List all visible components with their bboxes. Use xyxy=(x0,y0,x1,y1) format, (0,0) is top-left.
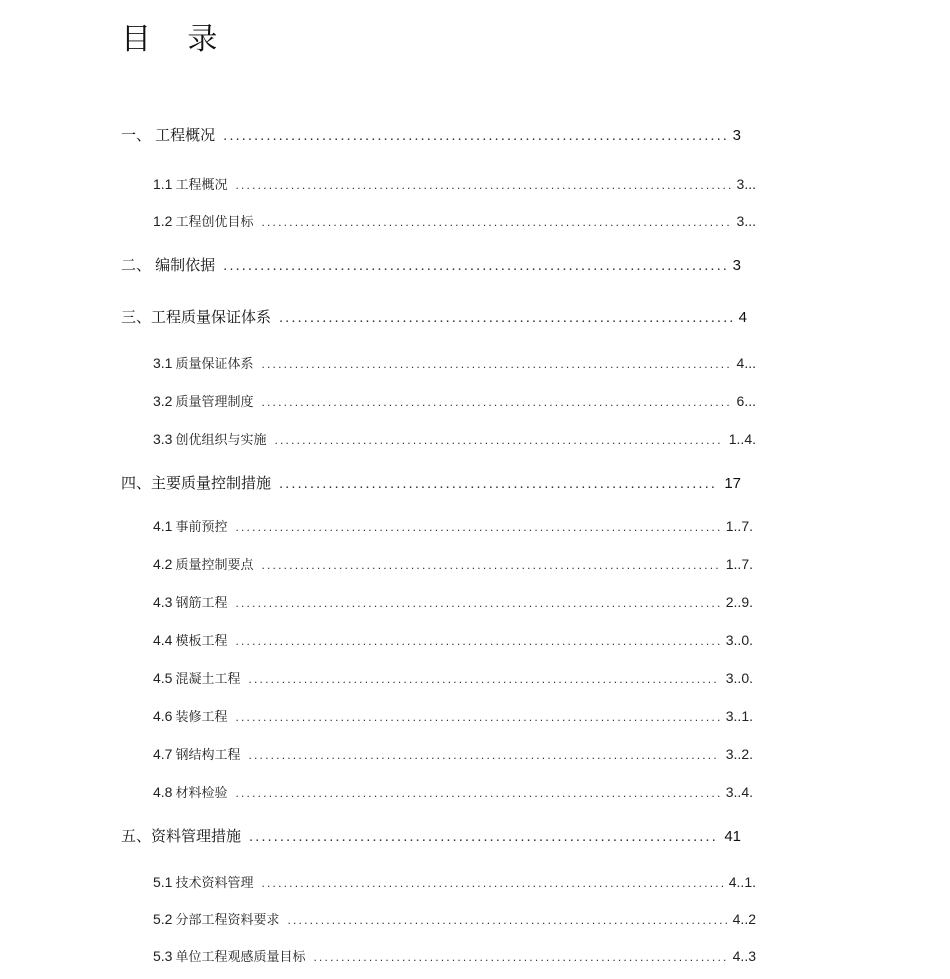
toc-number: 5.2 xyxy=(153,911,173,927)
toc-page: 3..0. xyxy=(725,670,753,686)
toc-label: 一、 工程概况 xyxy=(121,127,216,144)
toc-page: 4..3 xyxy=(732,948,756,964)
toc-label: 钢结构工程 xyxy=(175,747,241,762)
toc-leader xyxy=(248,672,719,686)
toc-label: 模板工程 xyxy=(175,633,228,648)
toc-label: 事前预控 xyxy=(175,519,228,534)
toc-page: 3..1. xyxy=(725,708,753,724)
toc-label: 技术资料管理 xyxy=(175,875,254,890)
page-title: 目 录 xyxy=(121,23,232,56)
toc-number: 4.1 xyxy=(153,518,173,534)
toc-page: 3..4. xyxy=(725,784,753,800)
toc-number: 4.3 xyxy=(153,594,173,610)
toc-label: 混凝土工程 xyxy=(175,671,241,686)
toc-entry-1-1[interactable] xyxy=(153,174,756,193)
toc-page: 1..4. xyxy=(728,431,756,447)
toc-page: 3 xyxy=(732,127,741,144)
toc-leader xyxy=(235,710,719,724)
toc-entry-4-3[interactable] xyxy=(153,592,753,611)
toc-number: 4.6 xyxy=(153,708,173,724)
toc-page: 3..0. xyxy=(725,632,753,648)
toc-leader xyxy=(248,748,719,762)
toc-page: 3..2. xyxy=(725,746,753,762)
toc-label: 工程概况 xyxy=(175,177,228,192)
toc-number: 4.2 xyxy=(153,556,173,572)
toc-label: 分部工程资料要求 xyxy=(175,912,280,927)
toc-leader xyxy=(261,876,722,890)
toc-label: 三、工程质量保证体系 xyxy=(121,309,272,326)
toc-number: 4.5 xyxy=(153,670,173,686)
toc-entry-3-3[interactable] xyxy=(153,429,756,448)
toc-number: 1.2 xyxy=(153,213,173,229)
toc-entry-1[interactable] xyxy=(121,124,741,145)
toc-entry-3-2[interactable] xyxy=(153,391,756,410)
toc-leader xyxy=(235,178,730,192)
toc-page: 4 xyxy=(738,309,747,326)
toc-entry-4-5[interactable] xyxy=(153,668,753,687)
toc-entry-4-2[interactable] xyxy=(153,554,753,573)
toc-leader xyxy=(223,127,726,144)
toc-page: 3... xyxy=(736,213,756,229)
toc-page: 4..1. xyxy=(728,874,756,890)
toc-page: 6... xyxy=(736,393,756,409)
toc-leader xyxy=(287,913,726,927)
toc-leader xyxy=(235,634,719,648)
toc-entry-3-1[interactable] xyxy=(153,353,756,372)
toc-label: 质量控制要点 xyxy=(175,557,254,572)
toc-page: 4..2 xyxy=(732,911,756,927)
toc-leader xyxy=(279,309,733,326)
toc-number: 3.2 xyxy=(153,393,173,409)
toc-page: 41 xyxy=(724,828,741,845)
toc-page: 3 xyxy=(732,257,741,274)
toc-leader xyxy=(279,475,718,492)
toc-label: 质量管理制度 xyxy=(175,394,254,409)
toc-number: 3.3 xyxy=(153,431,173,447)
toc-leader xyxy=(261,558,719,572)
toc-label: 工程创优目标 xyxy=(175,214,254,229)
toc-entry-5-2[interactable] xyxy=(153,909,756,928)
toc-number: 1.1 xyxy=(153,176,173,192)
toc-number: 5.3 xyxy=(153,948,173,964)
toc-entry-4-4[interactable] xyxy=(153,630,753,649)
toc-leader xyxy=(235,520,719,534)
toc-leader xyxy=(313,950,726,964)
toc-label: 创优组织与实施 xyxy=(175,432,267,447)
toc-entry-1-2[interactable] xyxy=(153,211,756,230)
toc-entry-4[interactable] xyxy=(121,472,741,493)
toc-page: 2..9. xyxy=(725,594,753,610)
toc-page: 4... xyxy=(736,355,756,371)
toc-label: 质量保证体系 xyxy=(175,356,254,371)
toc-entry-5-3[interactable] xyxy=(153,946,756,965)
toc-leader xyxy=(223,257,726,274)
toc-leader xyxy=(235,786,719,800)
toc-label: 二、 编制依据 xyxy=(121,257,216,274)
toc-entry-5-1[interactable] xyxy=(153,872,756,891)
toc-page: 17 xyxy=(724,475,741,492)
toc-label: 材料检验 xyxy=(175,785,228,800)
toc-label: 钢筋工程 xyxy=(175,595,228,610)
toc-leader xyxy=(261,215,730,229)
toc-number: 4.4 xyxy=(153,632,173,648)
toc-entry-4-6[interactable] xyxy=(153,706,753,725)
toc-number: 5.1 xyxy=(153,874,173,890)
toc-leader xyxy=(235,596,719,610)
toc-entry-2[interactable] xyxy=(121,254,741,275)
toc-entry-5[interactable] xyxy=(121,825,741,846)
toc-entry-4-7[interactable] xyxy=(153,744,753,763)
toc-label: 五、资料管理措施 xyxy=(121,828,242,845)
toc-page: 1..7. xyxy=(725,556,753,572)
toc-number: 4.8 xyxy=(153,784,173,800)
toc-number: 3.1 xyxy=(153,355,173,371)
toc-number: 4.7 xyxy=(153,746,173,762)
toc-label: 装修工程 xyxy=(175,709,228,724)
toc-page: 1..7. xyxy=(725,518,753,534)
toc-leader xyxy=(274,433,722,447)
toc-leader xyxy=(261,395,730,409)
toc-leader xyxy=(249,828,718,845)
toc-entry-4-1[interactable] xyxy=(153,516,753,535)
toc-entry-3[interactable] xyxy=(121,306,747,327)
toc-page: 3... xyxy=(736,176,756,192)
toc-leader xyxy=(261,357,730,371)
toc-entry-4-8[interactable] xyxy=(153,782,753,801)
toc-label: 单位工程观感质量目标 xyxy=(175,949,306,964)
toc-label: 四、主要质量控制措施 xyxy=(121,475,272,492)
